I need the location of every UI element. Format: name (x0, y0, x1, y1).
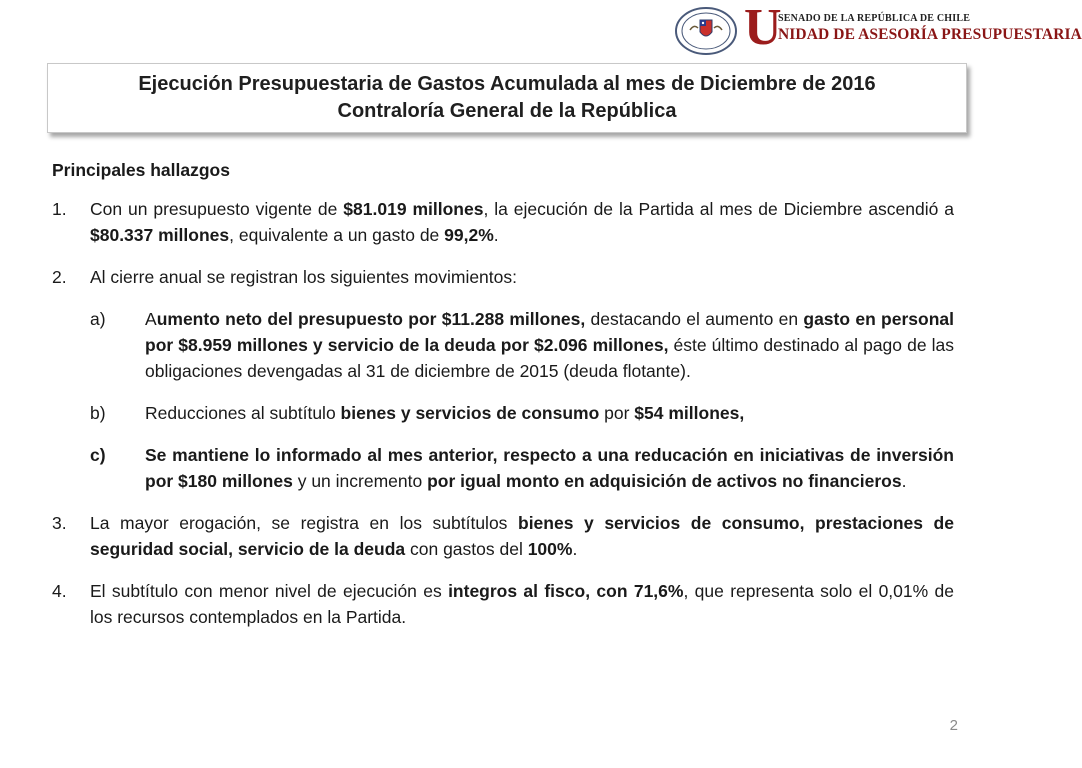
text-run: Al cierre anual se registran los siguientes movimientos: (90, 267, 517, 287)
item-number: 2. (52, 267, 67, 287)
bold-text: bienes y servicios de consumo, prestaciones de seguridad social, servicio de la deuda (90, 513, 954, 559)
finding-item (52, 196, 954, 248)
text-run: y un incremento (292, 471, 428, 491)
bold-text: gasto en personal por $8.959 millones y servicio de la deuda por $2.096 millones, (145, 309, 954, 355)
page-number: 2 (949, 717, 958, 734)
bold-text: $54 millones, (634, 403, 745, 423)
text-run: , la ejecución de la Partida al mes de Diciembre ascendió a (483, 199, 955, 219)
findings-list-top (52, 196, 954, 290)
bold-text: bienes y servicios de consumo (340, 403, 600, 423)
text-run: Con un presupuesto vigente de (90, 199, 344, 219)
subitem-letter: b) (90, 403, 106, 423)
bold-text: 100% (527, 539, 573, 559)
text-run: con gastos del (405, 539, 528, 559)
logo-unit-line: NIDAD DE ASESORÍA PRESUPUESTARIA (778, 26, 1082, 43)
item-text (90, 264, 954, 290)
subitem-letter: c) (90, 445, 106, 465)
text-run: , equivalente a un gasto de (229, 225, 445, 245)
item-text (90, 510, 954, 562)
item-number: 1. (52, 199, 67, 219)
findings-list-bottom (52, 510, 954, 630)
findings-sublist (52, 306, 954, 494)
bold-text: integros al fisco, con 71,6% (448, 581, 684, 601)
text-run: destacando el aumento en (585, 309, 804, 329)
subitem-text (145, 400, 954, 426)
bold-text: 99,2% (444, 225, 494, 245)
item-number: 4. (52, 581, 67, 601)
text-run: por (599, 403, 635, 423)
finding-subitem (52, 442, 954, 494)
findings-content (52, 157, 954, 646)
text-run: . (493, 225, 499, 245)
finding-subitem (52, 306, 954, 384)
subitem-text (145, 442, 954, 494)
logo-senate-line: SENADO DE LA REPÚBLICA DE CHILE (778, 13, 971, 24)
item-text (90, 578, 954, 630)
slide-title: Ejecución Presupuestaria de Gastos Acumulada al mes de Diciembre de 2016 (138, 73, 876, 95)
subitem-text (145, 306, 954, 384)
text-run: Reducciones al subtítulo (145, 403, 341, 423)
bold-text: $81.019 millones (343, 199, 484, 219)
slide-subtitle: Contraloría General de la República (337, 100, 677, 122)
bold-text: por igual monto en adquisición de activos no financieros (427, 471, 902, 491)
item-text (90, 196, 954, 248)
finding-subitem (52, 400, 954, 426)
text-run: . (901, 471, 907, 491)
subitem-letter: a) (90, 309, 106, 329)
text-run: . (572, 539, 578, 559)
text-run: A (145, 309, 157, 329)
slide-title-box (47, 63, 967, 133)
text-run: La mayor erogación, se registra en los subtítulos (90, 513, 518, 533)
finding-item (52, 510, 954, 562)
findings-heading: Principales hallazgos (52, 160, 230, 180)
text-run: El subtítulo con menor nivel de ejecución es (90, 581, 449, 601)
finding-item (52, 578, 954, 630)
finding-item (52, 264, 954, 290)
bold-text: Se mantiene lo informado al mes anterior, respecto a una reducación en iniciativas de inversión por $180 millones (145, 445, 954, 491)
bold-text: $80.337 millones (90, 225, 230, 245)
bold-text: umento neto del presupuesto por $11.288 millones, (156, 309, 586, 329)
text-run: , que representa solo el 0,01% de los recursos contemplados en la Partida. (90, 581, 954, 627)
senate-seal-icon (674, 6, 738, 56)
logo-initial: U (744, 0, 782, 56)
item-number: 3. (52, 513, 67, 533)
unit-logo (674, 0, 1082, 56)
text-run: éste último destinado al pago de las obligaciones devengadas al 31 de diciembre de 2015 (deuda flotante). (145, 335, 955, 381)
